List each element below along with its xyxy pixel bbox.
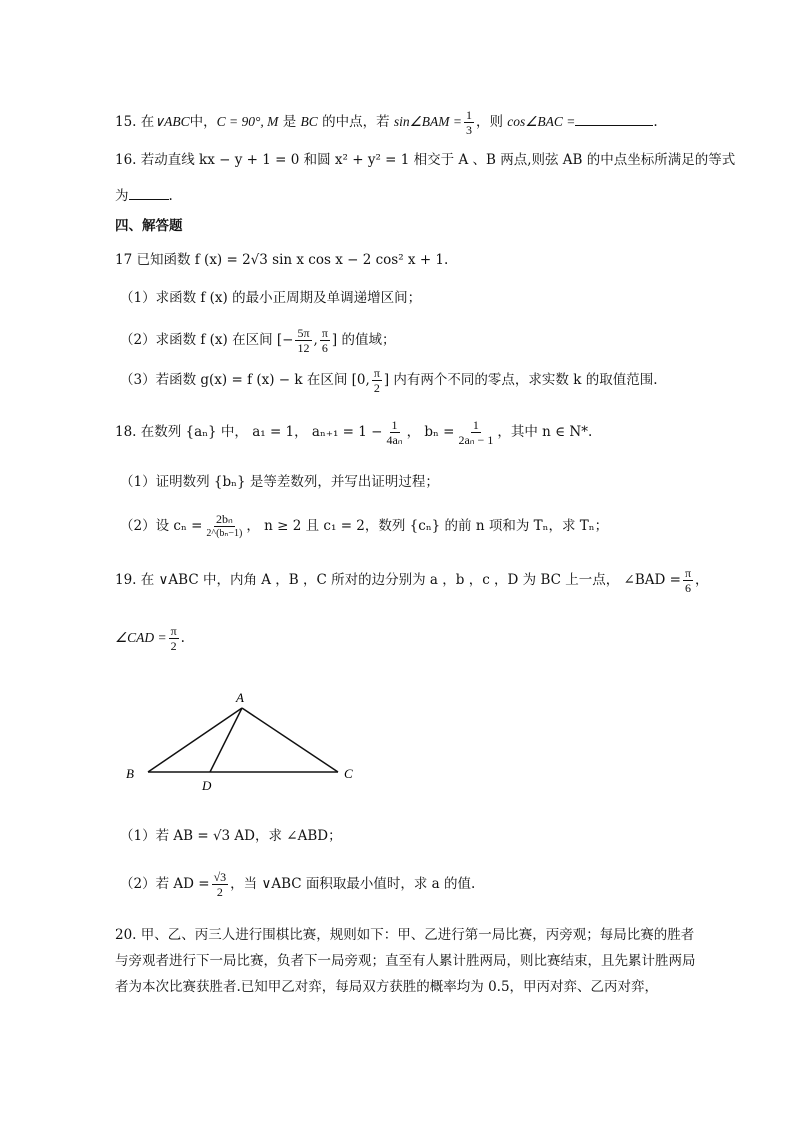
q17-text: ] 内有两个不同的零点，求实数 k 的取值范围.: [383, 372, 658, 388]
label-a: A: [236, 690, 244, 705]
fraction-numerator: π: [373, 366, 380, 380]
fraction-denominator: 6: [321, 341, 328, 355]
question-18-part-2: [120, 512, 608, 541]
fraction-denominator: 6: [684, 581, 691, 595]
question-18-part-1: （1）证明数列 {bₙ} 是等差数列，并写出证明过程；: [120, 474, 439, 490]
q15-cos-expr: cos∠BAC =: [507, 114, 576, 129]
question-17-part-3: [120, 366, 658, 395]
fraction-denominator: 4aₙ: [386, 433, 403, 447]
question-15: [115, 108, 658, 137]
q15-text: 是: [278, 114, 301, 130]
fraction-denominator: 2: [170, 639, 177, 653]
question-19-stem-cont: [115, 624, 185, 653]
side-ac: [242, 708, 338, 772]
fraction-numerator: 1: [391, 418, 398, 432]
q15-segment: BC: [300, 114, 318, 129]
q18-text: ，其中 n ∈ N*.: [497, 424, 593, 440]
q15-text: 中，: [189, 114, 217, 130]
fraction-denominator: 3: [465, 123, 472, 137]
q18-text: 18. 在数列 {aₙ} 中， a₁ = 1， aₙ₊₁ = 1 −: [115, 424, 383, 440]
q16-text: .: [168, 188, 173, 204]
fraction-denominator: 2: [216, 885, 223, 899]
q15-condition: C = 90°, M: [216, 114, 279, 129]
q17-text: ] 的值域；: [331, 332, 396, 348]
q18-fraction: [204, 512, 244, 541]
q16-text: 为: [115, 188, 129, 204]
q17-text: （3）若函数 g(x) = f (x) − k 在区间 [0,: [120, 372, 370, 388]
triangle-figure: [120, 688, 370, 798]
q15-fraction: [464, 108, 474, 137]
label-b: B: [126, 766, 134, 781]
fraction-denominator: 2aₙ − 1: [458, 433, 494, 447]
q19-text: ，: [695, 572, 709, 588]
q18-text: ， n ≥ 2 且 c₁ = 2，数列 {cₙ} 的前 n 项和为 Tₙ，求 Tₙ；: [246, 518, 609, 534]
question-17-part-2: [120, 326, 395, 355]
q15-text: .: [653, 114, 658, 130]
fraction-numerator: 5π: [297, 326, 310, 340]
q19-text: 19. 在 ∨ABC 中，内角 A ，B ，C 所对的边分别为 a ，b ，c ，D 为 BC 上一点， ∠BAD =: [115, 572, 681, 588]
fraction-numerator: √3: [213, 870, 227, 884]
q19-angle: ∠CAD =: [115, 630, 167, 645]
label-d: D: [202, 778, 212, 793]
q19-fraction: [212, 870, 229, 899]
q18-fraction: [384, 418, 404, 447]
fraction-numerator: 1: [465, 108, 472, 122]
fraction-numerator: π: [684, 566, 692, 580]
fraction-numerator: π: [170, 624, 177, 638]
question-18-stem: [115, 418, 592, 447]
q17-fraction: [372, 366, 382, 395]
q15-text: 在: [140, 114, 155, 130]
q18-text: ， bₙ =: [406, 424, 455, 440]
label-c: C: [344, 766, 353, 781]
fraction-numerator: 1: [472, 418, 479, 432]
side-ab: [148, 708, 242, 772]
question-20: 20. 甲、乙、丙三人进行围棋比赛，规则如下：甲、乙进行第一局比赛，丙旁观；每局比赛的胜者与旁观者进行下一局比赛，负者下一局旁观；直至有人累计胜两局，则比赛结束，且先累计胜两局者为本次比赛获胜者.已知甲乙对弈，每局双方获胜的概率均为 0.5，甲丙对弈、乙丙对弈，: [115, 927, 696, 995]
q17-fraction: [295, 326, 311, 355]
fraction-numerator: π: [321, 326, 328, 340]
q18-text: （2）设 cₙ =: [120, 518, 203, 534]
q17-fraction: [320, 326, 330, 355]
fraction-denominator: 12: [297, 341, 310, 355]
q15-text: ，则: [475, 114, 508, 130]
q19-fraction: [683, 566, 693, 595]
section-heading: 四、解答题: [115, 218, 183, 234]
q19-fraction: [169, 624, 179, 653]
fraction-numerator: 2bₙ: [215, 512, 233, 526]
q17-text: （2）求函数 f (x) 在区间 [−: [120, 332, 294, 348]
answer-blank[interactable]: [575, 113, 653, 126]
question-19-part-2: [120, 870, 475, 899]
q15-number: 15.: [115, 114, 141, 130]
q17-text: ,: [313, 332, 318, 348]
segment-ad: [210, 708, 242, 772]
q19-text: （2）若 AD =: [120, 876, 210, 892]
q19-text: .: [180, 630, 185, 646]
question-17-part-1: （1）求函数 f (x) 的最小正周期及单调递增区间；: [120, 290, 422, 306]
question-16-line-2: [115, 186, 173, 206]
q18-fraction: [456, 418, 495, 447]
q15-text: 的中点，若: [317, 114, 394, 130]
q19-text: ，当 ∨ABC 面积取最小值时，求 a 的值.: [230, 876, 476, 892]
question-17-stem: 17 已知函数 f (x) = 2√3 sin x cos x − 2 cos² x + 1.: [115, 252, 449, 268]
question-19-stem: [115, 566, 709, 595]
fraction-denominator: 2: [373, 381, 380, 395]
q15-triangle: ∨ABC: [154, 114, 190, 129]
question-19-part-1: （1）若 AB = √3 AD，求 ∠ABD；: [120, 828, 342, 844]
q15-sin-expr: sin∠BAM =: [393, 114, 462, 129]
question-16-line-1: 16. 若动直线 kx − y + 1 = 0 和圆 x² + y² = 1 相交于 A 、B 两点,则弦 AB 的中点坐标所满足的等式: [115, 152, 736, 168]
fraction-denominator: 2^(bₙ−1): [206, 528, 243, 539]
answer-blank[interactable]: [129, 187, 169, 200]
